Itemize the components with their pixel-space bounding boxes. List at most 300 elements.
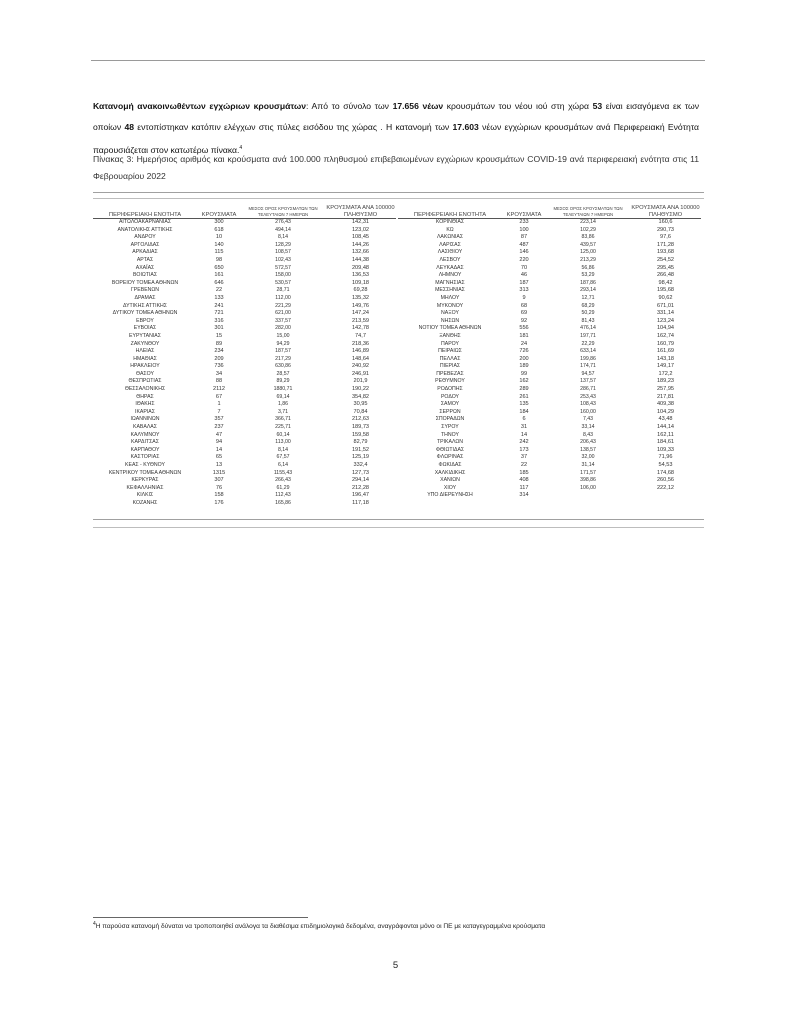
cell-cases: 185 bbox=[519, 469, 529, 476]
cell-per100k: 189,73 bbox=[351, 424, 370, 431]
cell-cases: 261 bbox=[519, 393, 529, 400]
table-row bbox=[398, 280, 701, 288]
cell-per100k: 222,12 bbox=[656, 484, 675, 491]
cell-avg7: 32,00 bbox=[581, 454, 595, 461]
cell-region: ΡΟΔΟΥ bbox=[440, 393, 460, 400]
table-row bbox=[93, 500, 396, 508]
table-row bbox=[93, 416, 396, 424]
cell-cases: 47 bbox=[215, 431, 223, 438]
cell-avg7: 69,14 bbox=[276, 393, 290, 400]
cell-per100k: 190,22 bbox=[351, 386, 370, 393]
cell-region: ΥΠΟ ΔΙΕΡΕΥΝΗΣΗ bbox=[427, 492, 473, 499]
cell-region: ΠΕΛΛΑΣ bbox=[439, 355, 461, 362]
cell-avg7: 15,00 bbox=[276, 332, 290, 339]
cell-avg7: 22,29 bbox=[581, 340, 595, 347]
cell-cases: 721 bbox=[214, 310, 224, 317]
table-row bbox=[398, 485, 701, 493]
table-row bbox=[398, 287, 701, 295]
table-row bbox=[93, 485, 396, 493]
cell-per100k: 671,01 bbox=[656, 302, 675, 309]
cell-cases: 14 bbox=[520, 431, 528, 438]
table-row bbox=[398, 386, 701, 394]
intro-imported: 53 bbox=[592, 101, 603, 111]
cell-per100k: 160,79 bbox=[656, 340, 675, 347]
cell-per100k: 69,28 bbox=[353, 287, 368, 294]
cell-per100k: 209,48 bbox=[351, 264, 370, 271]
cell-avg7: 158,00 bbox=[275, 272, 291, 279]
table-row bbox=[93, 386, 396, 394]
cell-avg7: 112,43 bbox=[275, 492, 291, 499]
cell-avg7: 106,00 bbox=[580, 484, 596, 491]
cell-per100k: 127,73 bbox=[351, 469, 370, 476]
cell-region: ΧΑΛΚΙΔΙΚΗΣ bbox=[434, 469, 466, 476]
cell-cases: 301 bbox=[214, 325, 224, 332]
footnote-ref: 4 bbox=[239, 145, 243, 151]
cell-avg7: 125,00 bbox=[580, 249, 596, 256]
header-avg7: ΜΕΣΟΣ ΟΡΟΣ ΚΡΟΥΣΜΑΤΩΝ ΤΩΝ ΤΕΛΕΥΤΑΙΩΝ 7 ΗΜΕΡΩΝ bbox=[241, 205, 325, 219]
cell-region: ΑΝΔΡΟΥ bbox=[134, 234, 156, 241]
cell-region: ΠΙΕΡΙΑΣ bbox=[439, 363, 461, 370]
table-row bbox=[93, 257, 396, 265]
cell-per100k: 254,52 bbox=[656, 256, 675, 263]
cell-avg7: 253,43 bbox=[580, 393, 596, 400]
cell-avg7: 630,86 bbox=[275, 363, 291, 370]
table-row bbox=[93, 287, 396, 295]
table-row bbox=[398, 318, 701, 326]
cell-avg7: 60,14 bbox=[276, 431, 290, 438]
cell-avg7: 223,14 bbox=[580, 219, 596, 225]
cell-per100k: 354,82 bbox=[351, 393, 370, 400]
table-caption: Πίνακας 3: Ημερήσιος αριθμός και κρούσματα ανά 100.000 πληθυσμού επιβεβαιωμένων εγχώριων κρουσμάτων COVID-19 ανά περιφερειακή ενότητα στις 11 Φεβρουαρίου 2022 bbox=[93, 154, 699, 181]
header-per100k: ΚΡΟΥΣΜΑΤΑ ΑΝΑ 100000 ΠΛΗΘΥΣΜΟ bbox=[631, 205, 700, 218]
table-row bbox=[398, 227, 701, 235]
cell-avg7 bbox=[546, 492, 630, 500]
table-row bbox=[398, 477, 701, 485]
cell-cases: 184 bbox=[519, 408, 529, 415]
cell-cases: 726 bbox=[519, 348, 529, 355]
cell-region: ΖΑΚΥΝΘΟΥ bbox=[130, 340, 160, 347]
cell-per100k: 172,2 bbox=[658, 370, 673, 377]
table-row bbox=[398, 242, 701, 250]
cell-avg7: 206,43 bbox=[580, 439, 596, 446]
table-row bbox=[398, 470, 701, 478]
cell-cases: 189 bbox=[519, 363, 529, 370]
table-row bbox=[398, 272, 701, 280]
cell-cases: 115 bbox=[214, 249, 224, 256]
cell-region: ΣΑΜΟΥ bbox=[440, 401, 460, 408]
cell-region: ΛΕΣΒΟΥ bbox=[439, 256, 461, 263]
cell-region: ΧΑΝΙΩΝ bbox=[440, 477, 460, 484]
cell-region: ΣΕΡΡΩΝ bbox=[439, 408, 461, 415]
cell-avg7: 28,57 bbox=[276, 370, 290, 377]
cell-per100k: 132,66 bbox=[351, 249, 370, 256]
header-cases: ΚΡΟΥΣΜΑΤΑ bbox=[197, 205, 241, 219]
cell-cases: 68 bbox=[520, 302, 528, 309]
cell-avg7: 286,71 bbox=[580, 386, 596, 393]
cell-cases: 100 bbox=[519, 226, 529, 233]
cell-region: ΚΕΦΑΛΛΗΝΙΑΣ bbox=[126, 484, 164, 491]
intro-text-2: κρουσμάτων του νέου ιού στη χώρα bbox=[443, 101, 593, 111]
footnote-text: Η παρούσα κατανομή δύναται να τροποποιηθεί ανάλογα τα διαθέσιμα επιδημιολογικά δεδομένα, αναγράφονται μόνο οι ΠΕ με καταγεγραμμένα κρούσματα bbox=[95, 923, 546, 931]
cell-cases: 556 bbox=[519, 325, 529, 332]
cell-per100k: 184,61 bbox=[656, 439, 675, 446]
cell-avg7: 633,14 bbox=[580, 348, 596, 355]
cell-avg7: 3,71 bbox=[277, 408, 289, 415]
table-row bbox=[398, 265, 701, 273]
table-row bbox=[398, 325, 701, 333]
table-row bbox=[398, 363, 701, 371]
table-row bbox=[398, 295, 701, 303]
cell-region: ΘΗΡΑΣ bbox=[136, 393, 154, 400]
cell-region: ΡΟΔΟΠΗΣ bbox=[437, 386, 463, 393]
cell-region: ΝΗΣΩΝ bbox=[440, 317, 460, 324]
cell-avg7: 137,57 bbox=[580, 378, 596, 385]
cell-region: ΦΛΩΡΙΝΑΣ bbox=[436, 454, 464, 461]
cell-cases: 646 bbox=[214, 279, 224, 286]
table-row bbox=[398, 401, 701, 409]
cell-per100k: 74,7 bbox=[355, 332, 366, 339]
cell-cases: 313 bbox=[519, 287, 529, 294]
cell-region: ΜΑΓΝΗΣΙΑΣ bbox=[435, 279, 465, 286]
table-row bbox=[93, 272, 396, 280]
cell-per100k: 294,14 bbox=[351, 477, 370, 484]
cell-cases: 173 bbox=[519, 446, 529, 453]
table-row bbox=[93, 356, 396, 364]
cell-region: ΛΑΡΙΣΑΣ bbox=[439, 241, 461, 248]
cell-cases: 13 bbox=[215, 462, 223, 468]
cell-avg7: 221,29 bbox=[275, 302, 291, 309]
cell-cases: 92 bbox=[520, 317, 528, 324]
cell-avg7: 8,14 bbox=[277, 446, 289, 453]
cell-cases: 209 bbox=[214, 355, 224, 362]
cell-per100k: 98,42 bbox=[658, 279, 673, 286]
cell-per100k: 217,81 bbox=[656, 393, 675, 400]
cell-region: ΦΘΙΩΤΙΔΑΣ bbox=[435, 446, 465, 453]
cell-region: ΤΗΝΟΥ bbox=[441, 431, 459, 438]
cell-per100k: 123,02 bbox=[351, 226, 370, 233]
cell-per100k: 195,68 bbox=[656, 287, 675, 294]
cell-avg7: 187,57 bbox=[275, 348, 291, 355]
cell-cases: 162 bbox=[519, 378, 529, 385]
table-row bbox=[93, 295, 396, 303]
cell-per100k: 147,24 bbox=[351, 310, 370, 317]
cell-region: ΒΟΙΩΤΙΑΣ bbox=[132, 272, 158, 279]
cell-avg7: 6,14 bbox=[277, 462, 289, 468]
cell-cases: 135 bbox=[519, 401, 529, 408]
table-row bbox=[398, 348, 701, 356]
cell-avg7: 8,14 bbox=[277, 234, 289, 241]
cell-avg7: 31,14 bbox=[581, 462, 595, 468]
cell-per100k: 266,48 bbox=[656, 272, 675, 279]
cell-per100k: 54,53 bbox=[658, 462, 673, 468]
table-bottom-rule bbox=[93, 519, 704, 520]
table-row bbox=[398, 219, 701, 227]
cell-cases: 408 bbox=[519, 477, 529, 484]
cell-per100k: 246,91 bbox=[351, 370, 370, 377]
cell-avg7: 28,71 bbox=[276, 287, 290, 294]
cell-cases: 98 bbox=[215, 256, 223, 263]
cell-region: ΙΩΑΝΝΙΝΩΝ bbox=[130, 416, 160, 423]
cell-per100k: 71,96 bbox=[658, 454, 673, 461]
cell-per100k: 201,9 bbox=[353, 378, 368, 385]
cell-per100k: 123,24 bbox=[656, 317, 675, 324]
cell-per100k: 136,53 bbox=[351, 272, 370, 279]
cell-per100k: 142,78 bbox=[351, 325, 370, 332]
cell-per100k: 218,36 bbox=[351, 340, 370, 347]
table-row bbox=[398, 303, 701, 311]
table-row bbox=[398, 454, 701, 462]
cell-cases: 1 bbox=[217, 401, 221, 408]
cell-per100k: 144,26 bbox=[351, 241, 370, 248]
cell-region: ΚΟΖΑΝΗΣ bbox=[132, 499, 158, 506]
cell-avg7: 266,43 bbox=[275, 477, 291, 484]
cell-cases: 10 bbox=[215, 234, 223, 241]
cell-cases: 357 bbox=[214, 416, 224, 423]
cell-region: ΙΚΑΡΙΑΣ bbox=[135, 408, 155, 415]
table-header-row bbox=[398, 205, 701, 219]
cell-cases: 34 bbox=[215, 370, 223, 377]
cell-cases: 307 bbox=[214, 477, 224, 484]
cell-avg7: 165,86 bbox=[275, 499, 291, 506]
cell-avg7: 67,57 bbox=[276, 454, 290, 461]
footnote-separator bbox=[93, 917, 308, 918]
cell-cases: 22 bbox=[520, 462, 528, 468]
table-row bbox=[398, 462, 701, 470]
table-row bbox=[93, 477, 396, 485]
cell-avg7: 53,29 bbox=[581, 272, 595, 279]
cell-avg7: 225,71 bbox=[275, 424, 291, 431]
cell-cases: 76 bbox=[215, 484, 223, 491]
cell-avg7: 102,43 bbox=[275, 256, 291, 263]
header-per100k: ΚΡΟΥΣΜΑΤΑ ΑΝΑ 100000 ΠΛΗΘΥΣΜΟ bbox=[326, 205, 395, 218]
cell-region: ΕΥΒΟΙΑΣ bbox=[133, 325, 157, 332]
cell-avg7: 50,29 bbox=[581, 310, 595, 317]
cell-cases: 146 bbox=[519, 249, 529, 256]
cell-region: ΜΥΚΟΝΟΥ bbox=[436, 302, 464, 309]
cell-region: ΜΗΛΟΥ bbox=[440, 294, 460, 301]
cell-cases: 176 bbox=[214, 499, 224, 506]
cell-avg7: 94,29 bbox=[276, 340, 290, 347]
table-row bbox=[398, 424, 701, 432]
table-row bbox=[398, 234, 701, 242]
cell-region: ΚΑΒΑΛΑΣ bbox=[133, 424, 157, 431]
cell-per100k: 109,33 bbox=[656, 446, 675, 453]
cell-cases: 314 bbox=[519, 492, 529, 499]
table-row bbox=[93, 310, 396, 318]
cell-region: ΙΘΑΚΗΣ bbox=[135, 401, 155, 408]
cell-cases: 316 bbox=[214, 317, 224, 324]
table-row bbox=[93, 462, 396, 470]
cell-avg7: 33,14 bbox=[581, 424, 595, 431]
cell-per100k: 90,62 bbox=[658, 294, 673, 301]
cell-per100k: 257,95 bbox=[656, 386, 675, 393]
cell-cases: 9 bbox=[522, 294, 526, 301]
table-row bbox=[93, 234, 396, 242]
table-row bbox=[93, 363, 396, 371]
cell-per100k: 149,76 bbox=[351, 302, 370, 309]
cell-region: ΤΡΙΚΑΛΩΝ bbox=[436, 439, 464, 446]
cell-cases: 65 bbox=[215, 454, 223, 461]
cell-avg7: 217,29 bbox=[275, 355, 291, 362]
cell-avg7: 439,57 bbox=[580, 241, 596, 248]
cell-per100k: 213,59 bbox=[351, 317, 370, 324]
cell-cases: 70 bbox=[520, 264, 528, 271]
table-row bbox=[93, 348, 396, 356]
cell-region: ΔΡΑΜΑΣ bbox=[134, 294, 156, 301]
cell-region: ΗΛΕΙΑΣ bbox=[135, 348, 155, 355]
table-row bbox=[398, 439, 701, 447]
cell-region: ΒΟΡΕΙΟΥ ΤΟΜΕΑ ΑΘΗΝΩΝ bbox=[111, 279, 179, 286]
cell-avg7: 113,00 bbox=[275, 439, 291, 446]
cell-region: ΚΕΝΤΡΙΚΟΥ ΤΟΜΕΑ ΑΘΗΝΩΝ bbox=[108, 469, 182, 476]
cell-per100k bbox=[630, 492, 701, 500]
cell-avg7: 81,43 bbox=[581, 317, 595, 324]
table-row bbox=[398, 378, 701, 386]
table-header-row bbox=[93, 205, 396, 219]
cell-per100k: 109,18 bbox=[351, 279, 370, 286]
cell-cases: 37 bbox=[520, 454, 528, 461]
cell-region: ΧΙΟΥ bbox=[443, 484, 457, 491]
header-cases: ΚΡΟΥΣΜΑΤΑ bbox=[502, 205, 546, 219]
footnote bbox=[93, 921, 699, 930]
cell-region: ΘΕΣΣΑΛΟΝΙΚΗΣ bbox=[124, 386, 166, 393]
intro-text-3: είναι εισαγόμενα εκ των οποίων bbox=[93, 101, 699, 132]
table-row bbox=[93, 492, 396, 500]
cell-region: ΛΗΜΝΟΥ bbox=[438, 272, 462, 279]
cell-cases: 233 bbox=[519, 219, 529, 225]
cell-avg7: 530,57 bbox=[275, 279, 291, 286]
cell-region: ΚΙΛΚΙΣ bbox=[136, 492, 154, 499]
cell-region: ΑΝΑΤΟΛΙΚΗΣ ΑΤΤΙΚΗΣ bbox=[117, 226, 173, 233]
cell-avg7: 89,29 bbox=[276, 378, 290, 385]
cell-per100k: 82,79 bbox=[353, 439, 368, 446]
cell-region: ΞΑΝΘΗΣ bbox=[439, 332, 461, 339]
table-top-rule-thin bbox=[93, 198, 704, 199]
cell-cases: 234 bbox=[214, 348, 224, 355]
cell-cases: 117 bbox=[519, 484, 529, 491]
cell-per100k: 161,69 bbox=[656, 348, 675, 355]
table-row bbox=[93, 424, 396, 432]
cell-cases: 67 bbox=[215, 393, 223, 400]
cell-per100k: 30,95 bbox=[353, 401, 368, 408]
cell-region: ΚΕΑΣ - ΚΥΘΝΟΥ bbox=[125, 462, 165, 468]
cell-cases: 200 bbox=[519, 355, 529, 362]
header-rule bbox=[91, 60, 705, 61]
cell-region: ΦΩΚΙΔΑΣ bbox=[438, 462, 462, 468]
cell-region: ΣΠΟΡΑΔΩΝ bbox=[435, 416, 465, 423]
cell-per100k: 143,18 bbox=[656, 355, 675, 362]
cell-avg7: 7,43 bbox=[582, 416, 594, 423]
cell-per100k: 135,32 bbox=[351, 294, 370, 301]
table-row bbox=[93, 227, 396, 235]
cell-per100k: 146,89 bbox=[351, 348, 370, 355]
cell-per100k: 193,68 bbox=[656, 249, 675, 256]
cell-region: ΠΑΡΟΥ bbox=[441, 340, 459, 347]
cell-region: ΗΜΑΘΙΑΣ bbox=[133, 355, 157, 362]
cell-avg7: 108,43 bbox=[580, 401, 596, 408]
cell-region: ΠΡΕΒΕΖΑΣ bbox=[436, 370, 464, 377]
cell-cases: 187 bbox=[519, 279, 529, 286]
cell-avg7: 572,57 bbox=[275, 264, 291, 271]
cell-per100k: 144,14 bbox=[656, 424, 675, 431]
cell-avg7: 1,86 bbox=[277, 401, 289, 408]
cell-avg7: 199,86 bbox=[580, 355, 596, 362]
cell-cases: 69 bbox=[520, 310, 528, 317]
cell-region: ΑΙΤΩΛΟΑΚΑΡΝΑΝΙΑΣ bbox=[118, 219, 172, 225]
table-row bbox=[398, 394, 701, 402]
cell-per100k: 212,28 bbox=[351, 484, 370, 491]
cell-per100k: 189,23 bbox=[656, 378, 675, 385]
cell-cases: 161 bbox=[214, 272, 224, 279]
cell-per100k: 290,73 bbox=[656, 226, 675, 233]
cell-region: ΔΥΤΙΚΟΥ ΤΟΜΕΑ ΑΘΗΝΩΝ bbox=[112, 310, 178, 317]
table-row bbox=[398, 492, 701, 500]
cell-avg7: 160,00 bbox=[580, 408, 596, 415]
cell-per100k: 70,84 bbox=[353, 408, 368, 415]
table-top-rule bbox=[93, 192, 704, 193]
cell-avg7: 282,00 bbox=[275, 325, 291, 332]
cell-per100k: 240,92 bbox=[351, 363, 370, 370]
cell-per100k: 212,63 bbox=[351, 416, 370, 423]
cell-per100k: 196,47 bbox=[351, 492, 370, 499]
intro-total: 17.656 νέων bbox=[392, 101, 444, 111]
cell-region: ΑΧΑΪΑΣ bbox=[135, 264, 155, 271]
cell-region: ΘΕΣΠΡΩΤΙΑΣ bbox=[128, 378, 162, 385]
table-row bbox=[93, 432, 396, 440]
cell-cases: 487 bbox=[519, 241, 529, 248]
cell-avg7: 68,29 bbox=[581, 302, 595, 309]
cell-per100k: 104,29 bbox=[656, 408, 675, 415]
header-avg7: ΜΕΣΟΣ ΟΡΟΣ ΚΡΟΥΣΜΑΤΩΝ ΤΩΝ ΤΕΛΕΥΤΑΙΩΝ 7 ΗΜΕΡΩΝ bbox=[546, 205, 630, 219]
table-row bbox=[93, 401, 396, 409]
cell-cases: 31 bbox=[520, 424, 528, 431]
cell-region: ΚΕΡΚΥΡΑΣ bbox=[131, 477, 159, 484]
table-row bbox=[398, 310, 701, 318]
cell-region: ΡΕΘΥΜΝΟΥ bbox=[435, 378, 465, 385]
cell-region: ΘΑΣΟΥ bbox=[136, 370, 154, 377]
cell-cases: 140 bbox=[214, 241, 224, 248]
cell-cases: 7 bbox=[217, 408, 221, 415]
table-row bbox=[398, 416, 701, 424]
regions-table-right bbox=[398, 205, 701, 500]
table-row bbox=[93, 447, 396, 455]
cell-cases: 88 bbox=[215, 378, 223, 385]
cell-cases: 24 bbox=[520, 340, 528, 347]
cell-cases: 22 bbox=[215, 287, 223, 294]
cell-avg7: 187,86 bbox=[580, 279, 596, 286]
footnote-mark: 4 bbox=[93, 921, 96, 927]
cell-cases: 220 bbox=[519, 256, 529, 263]
cell-per100k: 162,11 bbox=[657, 431, 674, 438]
table-row bbox=[398, 249, 701, 257]
table-row bbox=[398, 257, 701, 265]
cell-per100k: 149,17 bbox=[656, 363, 675, 370]
table-row bbox=[398, 356, 701, 364]
cell-avg7: 174,71 bbox=[580, 363, 596, 370]
cell-region: ΛΕΥΚΑΔΑΣ bbox=[436, 264, 464, 271]
cell-region: ΛΑΚΩΝΙΑΣ bbox=[436, 234, 464, 241]
table-row bbox=[398, 447, 701, 455]
intro-text-1: : Από το σύνολο των bbox=[306, 101, 393, 111]
table-row bbox=[93, 378, 396, 386]
table-row bbox=[398, 333, 701, 341]
cell-avg7: 476,14 bbox=[580, 325, 596, 332]
cell-avg7: 12,71 bbox=[581, 294, 595, 301]
cell-per100k: 43,48 bbox=[658, 416, 673, 423]
cell-cases: 87 bbox=[520, 234, 528, 241]
cell-avg7: 94,57 bbox=[581, 370, 595, 377]
cell-per100k: 142,31 bbox=[351, 219, 370, 225]
